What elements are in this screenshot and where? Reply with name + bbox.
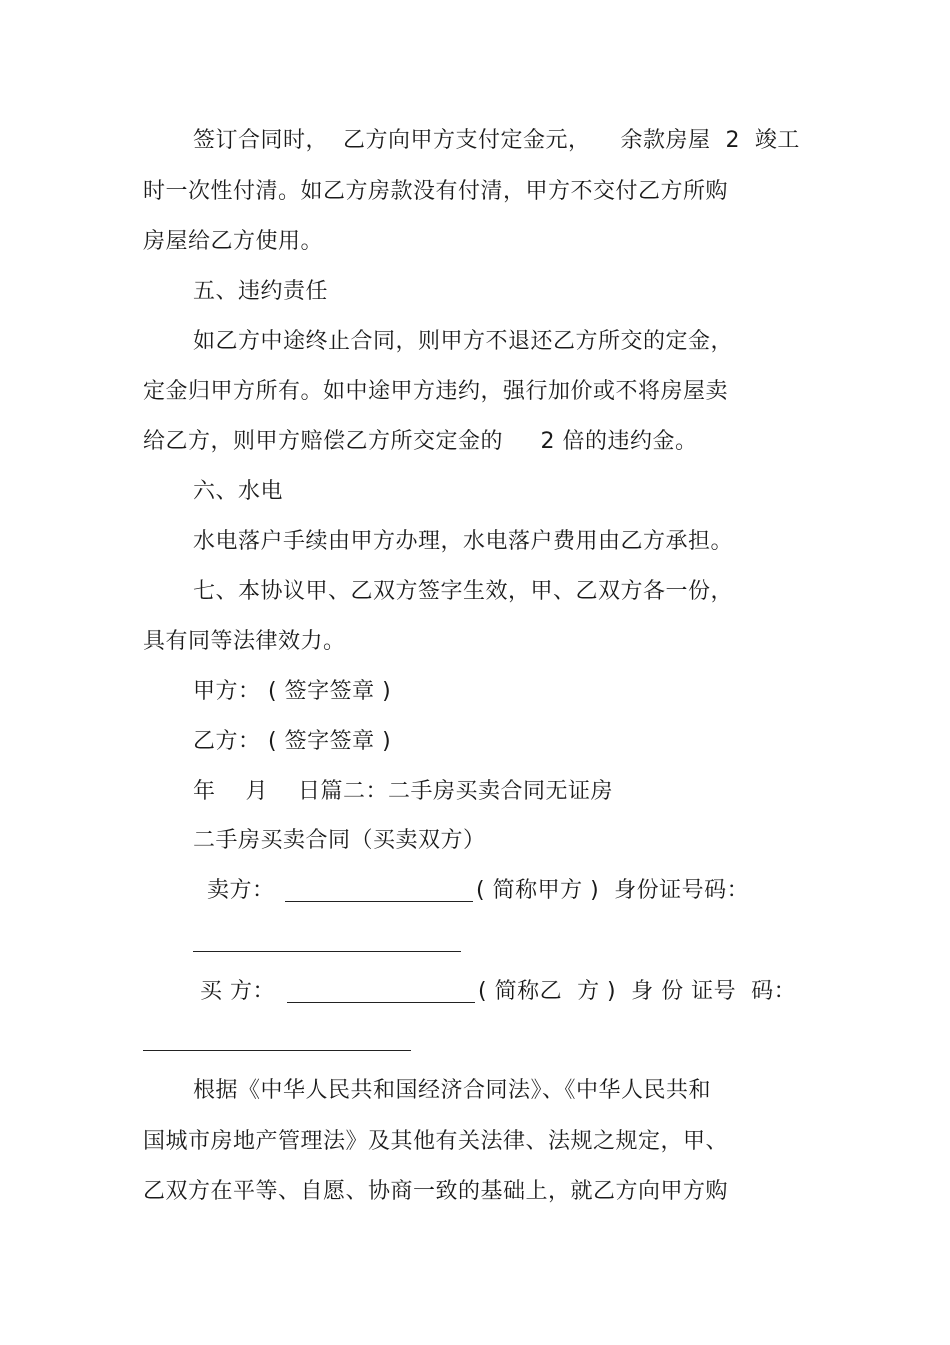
- buyer-name-blank: [287, 1002, 475, 1003]
- paragraph-line-3: 房屋给乙方使用。: [143, 229, 324, 254]
- paragraph-line-2: 时一次性付清。如乙方房款没有付清，甲方不交付乙方所购: [143, 179, 729, 204]
- seller-id-blank: [193, 951, 461, 952]
- seller-label: 卖方：: [207, 878, 275, 903]
- party-a-signature: 甲方： ( 签字签章 ): [193, 679, 392, 704]
- section-heading-5: 五、违约责任: [193, 279, 329, 304]
- paragraph-line-22: 乙双方在平等、自愿、协商一致的基础上，就乙方向甲方购: [143, 1179, 729, 1204]
- paragraph-line-20: 根据《中华人民共和国经济合同法》、《中华人民共和: [193, 1078, 712, 1103]
- paragraph-line-21: 国城市房地产管理法》及其他有关法律、法规之规定，甲、: [143, 1129, 729, 1154]
- contract-title: 二手房买卖合同（买卖双方）: [193, 828, 486, 853]
- paragraph-line-10: 七、本协议甲、乙双方签字生效，甲、乙双方各一份，: [193, 579, 734, 604]
- paragraph-line-5: 如乙方中途终止合同，则甲方不退还乙方所交的定金，: [193, 329, 734, 354]
- paragraph-line-11: 具有同等法律效力。: [143, 629, 346, 654]
- section-heading-6: 六、水电: [193, 479, 284, 504]
- buyer-label: 买 方：: [200, 979, 275, 1004]
- paragraph-line-6: 定金归甲方所有。如中途甲方违约，强行加价或不将房屋卖: [143, 379, 729, 404]
- paragraph-line-1: 签订合同时， 乙方向甲方支付定金元， 余款房屋 2 竣工: [193, 128, 800, 153]
- paragraph-line-7: 给乙方，则甲方赔偿乙方所交定金的 2 倍的违约金。: [143, 429, 698, 454]
- buyer-id-blank: [143, 1050, 411, 1051]
- date-line: 年 月 日篇二：二手房买卖合同无证房: [193, 779, 613, 804]
- paragraph-line-9: 水电落户手续由甲方办理，水电落户费用由乙方承担。: [193, 529, 734, 554]
- seller-name-blank: [285, 901, 473, 902]
- buyer-id-label: ( 简称乙 方 ) 身 份 证号 码：: [478, 979, 797, 1004]
- party-b-signature: 乙方： ( 签字签章 ): [193, 729, 392, 754]
- seller-id-label: ( 简称甲方 ) 身份证号码：: [476, 878, 750, 903]
